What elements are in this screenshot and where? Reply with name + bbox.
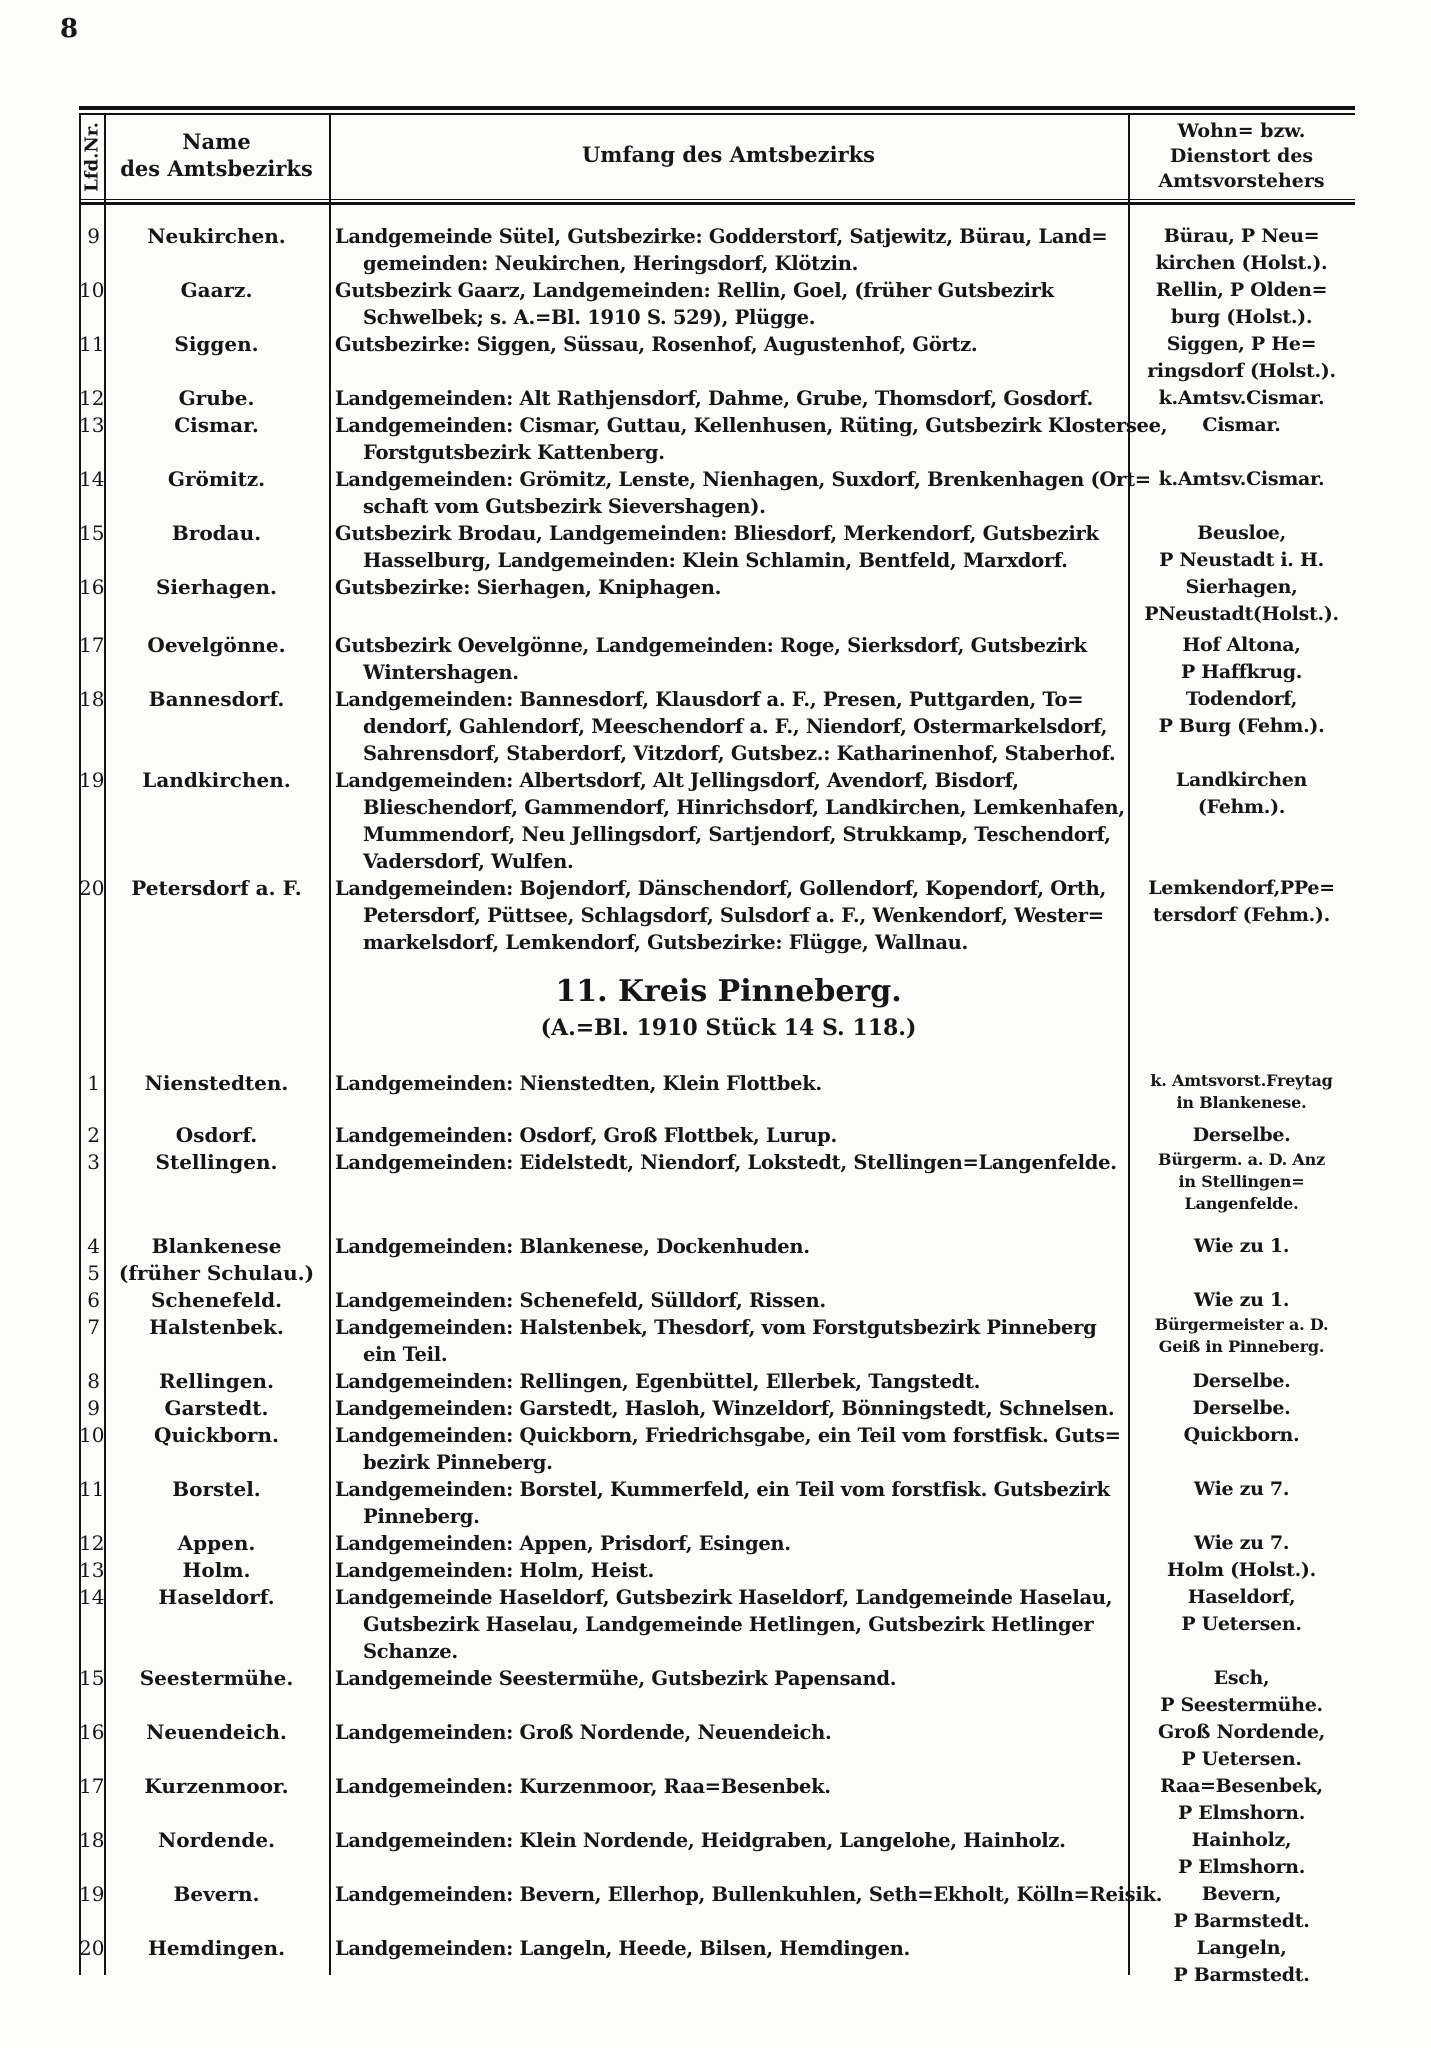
district-name: Nordende. [157,1828,276,1852]
official-residence: Siggen, P He= ringsdorf (Holst.). [1147,333,1336,382]
district-extent: Landgemeinden: Albertsdorf, Alt Jellingsdorf, Avendorf, Bisdorf, Blieschendorf, Gammendorf, Hinrichsdorf, Landkirchen, Lemkenhafen, Mummendorf, Neu Jellingsdorf, Sartjendorf, Strukkamp, Teschendorf, Vadersdorf, Wulfen. [335,769,1125,873]
table-row [79,1287,1355,1314]
table-body [79,205,1355,1989]
table-row [79,1881,1355,1935]
official-residence: k.Amtsv.Cismar. [1158,468,1325,490]
district-extent: Landgemeinden: Bojendorf, Dänschendorf, Gollendorf, Kopendorf, Orth, Petersdorf, Püttsee, Schlagsdorf, Sulsdorf a. F., Wenkendorf, Wester= markelsdorf, Lemkendorf, Gutsbezirke: Flügge, Wallnau. [335,877,1106,954]
col-header-nr [79,115,104,199]
district-extent: Landgemeinden: Holm, Heist. [335,1559,654,1582]
official-residence: Bürgerm. a. D. Anz in Stellingen= Langenfelde. [1158,1150,1325,1213]
table-row [79,1665,1355,1719]
district-extent: Landgemeinden: Bannesdorf, Klausdorf a. F., Presen, Puttgarden, To= dendorf, Gahlendorf, Meeschendorf a. F., Niendorf, Ostermarkelsdorf, Sahrensdorf, Staberdorf, Vitzdorf, Gutsbez.: Katharinenhof, Staberhof. [335,688,1116,765]
row-number: 2 [87,1123,100,1147]
official-residence: Sierhagen, PNeustadt(Holst.). [1144,576,1339,625]
district-name: Bannesdorf. [148,687,285,711]
table-row [79,686,1355,767]
district-name: Osdorf. [175,1123,258,1147]
district-name: Borstel. [172,1477,261,1501]
official-residence: Wie zu 1. [1193,1289,1290,1311]
table-row [79,1233,1355,1287]
official-residence: Derselbe. [1192,1370,1291,1392]
official-residence: Esch, P Seestermühe. [1160,1667,1323,1716]
row-number: 14 [79,1585,105,1609]
row-number: 9 [87,224,100,248]
row-number: 19 [79,1882,105,1906]
row-number: 13 [79,413,105,437]
row-number: 12 [79,1531,105,1555]
official-residence: Langeln, P Barmstedt. [1173,1937,1310,1986]
row-number: 11 [79,1477,105,1501]
row-number: 15 [79,1666,105,1690]
district-name: Halstenbek. [149,1315,284,1339]
official-residence: Bevern, P Barmstedt. [1173,1883,1310,1932]
district-table [79,106,1355,1989]
table-row [79,1584,1355,1665]
row-number: 12 [79,386,105,410]
district-extent: Landgemeinden: Kurzenmoor, Raa=Besenbek. [335,1775,831,1798]
district-extent: Landgemeinden: Groß Nordende, Neuendeich. [335,1721,832,1744]
table-row [79,412,1355,466]
district-extent: Landgemeinden: Blankenese, Dockenhuden. [335,1235,810,1258]
official-residence: Bürau, P Neu= kirchen (Holst.). [1155,225,1328,274]
table-row [79,277,1355,331]
district-extent: Landgemeinde Sütel, Gutsbezirke: Godderstorf, Satjewitz, Bürau, Land= gemeinden: Neukirchen, Heringsdorf, Klötzin. [335,225,1108,275]
district-name: Neukirchen. [147,224,286,248]
district-extent: Landgemeinden: Halstenbek, Thesdorf, vom Forstgutsbezirk Pinneberg ein Teil. [335,1316,1097,1366]
district-name: Petersdorf a. F. [131,876,302,900]
district-extent: Landgemeinden: Garstedt, Hasloh, Winzeldorf, Bönningstedt, Schnelsen. [335,1397,1115,1420]
row-number: 3 [87,1150,100,1174]
district-name: Blankenese (früher Schulau.) [118,1234,315,1285]
district-extent: Landgemeinden: Borstel, Kummerfeld, ein Teil vom forstfisk. Gutsbezirk Pinneberg. [335,1478,1110,1528]
district-name: Hemdingen. [147,1936,286,1960]
table-row [79,1476,1355,1530]
district-name: Neuendeich. [146,1720,287,1744]
district-name: Garstedt. [164,1396,269,1420]
col-header-name: Name des Amtsbezirks [120,129,313,181]
district-name: Grömitz. [167,467,266,491]
district-extent: Landgemeinden: Eidelstedt, Niendorf, Lokstedt, Stellingen=Langenfelde. [335,1151,1117,1174]
row-number: 13 [79,1558,105,1582]
district-name: Brodau. [171,521,262,545]
table-row [79,1070,1355,1114]
district-name: Kurzenmoor. [144,1774,289,1798]
table-row [79,520,1355,574]
row-number: 15 [79,521,105,545]
official-residence: Bürgermeister a. D. Geiß in Pinneberg. [1154,1315,1329,1356]
district-extent: Gutsbezirk Gaarz, Landgemeinden: Rellin, Goel, (früher Gutsbezirk Schwelbek; s. A.=Bl. 1910 S. 529), Plügge. [335,279,1054,329]
district-name: Bevern. [173,1882,260,1906]
district-name: Sierhagen. [155,575,277,599]
row-number: 11 [79,332,105,356]
district-extent: Landgemeinden: Osdorf, Groß Flottbek, Lurup. [335,1124,837,1147]
table-row [79,1314,1355,1368]
table-row [79,1773,1355,1827]
row-number: 20 [79,876,105,900]
table-row [79,331,1355,385]
district-name: Schenefeld. [150,1288,283,1312]
row-number: 7 [87,1315,100,1339]
row-number: 19 [79,768,105,792]
row-number: 18 [79,1828,105,1852]
row-number: 10 [79,1423,105,1447]
official-residence: Lemkendorf,PPe= tersdorf (Fehm.). [1148,877,1335,926]
col-header-umfang: Umfang des Amtsbezirks [581,142,876,167]
page-number: 8 [60,14,79,44]
district-name: Quickborn. [154,1423,279,1447]
row-number: 9 [87,1396,100,1420]
table-row [79,466,1355,520]
district-extent: Landgemeinden: Klein Nordende, Heidgraben, Langelohe, Hainholz. [335,1829,1066,1852]
table-row [79,767,1355,875]
official-residence: Quickborn. [1183,1424,1300,1446]
district-name: Appen. [177,1531,256,1555]
section-heading-subtitle: (A.=Bl. 1910 Stück 14 S. 118.) [540,1015,917,1041]
district-extent: Landgemeinden: Nienstedten, Klein Flottbek. [335,1072,822,1095]
table-row [79,1530,1355,1557]
official-residence: Rellin, P Olden= burg (Holst.). [1155,279,1328,328]
row-number: 20 [79,1936,105,1960]
row-number: 17 [79,633,105,657]
row-number: 1 [87,1071,100,1095]
district-extent: Landgemeinden: Langeln, Heede, Bilsen, Hemdingen. [335,1937,911,1960]
district-name: Haseldorf. [158,1585,275,1609]
official-residence: Todendorf, P Burg (Fehm.). [1158,688,1325,737]
table-row [79,385,1355,412]
row-number: 16 [79,575,105,599]
district-extent: Landgemeinden: Cismar, Guttau, Kellenhusen, Rüting, Gutsbezirk Klostersee, Forstgutsbezirk Kattenberg. [335,414,1168,464]
district-extent: Landgemeinden: Rellingen, Egenbüttel, Ellerbek, Tangstedt. [335,1370,981,1393]
row-number: 14 [79,467,105,491]
section-heading-title: 11. Kreis Pinneberg. [555,974,902,1009]
district-name: Nienstedten. [144,1071,289,1095]
district-name: Seestermühe. [139,1666,294,1690]
section-heading-block [329,972,1128,1044]
district-name: Holm. [182,1558,251,1582]
col-header-wohnort: Wohn= bzw. Dienstort des Amtsvorstehers [1158,120,1325,192]
district-extent: Gutsbezirk Brodau, Landgemeinden: Bliesdorf, Merkendorf, Gutsbezirk Hasselburg, Landgemeinden: Klein Schlamin, Bentfeld, Marxdorf. [335,522,1099,572]
row-number: 17 [79,1774,105,1798]
district-name: Stellingen. [155,1150,278,1174]
official-residence: Hof Altona, P Haffkrug. [1180,634,1303,683]
district-extent: Landgemeinden: Bevern, Ellerhop, Bullenkuhlen, Seth=Ekholt, Kölln=Reisik. [335,1883,1163,1906]
district-name: Cismar. [174,413,259,437]
district-extent: Gutsbezirke: Sierhagen, Kniphagen. [335,576,722,599]
official-residence: Cismar. [1202,414,1281,436]
district-extent: Landgemeinden: Quickborn, Friedrichsgabe, ein Teil vom forstfisk. Guts= bezirk Pinneberg. [335,1424,1121,1474]
table-row [79,1122,1355,1149]
official-residence: Groß Nordende, P Uetersen. [1158,1721,1325,1770]
table-row [79,1368,1355,1395]
official-residence: Beusloe, P Neustadt i. H. [1159,522,1324,571]
district-name: Grube. [178,386,255,410]
official-residence: Hainholz, P Elmshorn. [1177,1829,1306,1878]
district-name: Siggen. [174,332,259,356]
official-residence: Holm (Holst.). [1167,1559,1316,1581]
district-name: Landkirchen. [142,768,291,792]
row-number: 10 [79,278,105,302]
official-residence: Landkirchen (Fehm.). [1175,769,1308,818]
row-number: 6 [87,1288,100,1312]
table-row [79,574,1355,628]
district-extent: Landgemeinde Seestermühe, Gutsbezirk Papensand. [335,1667,897,1690]
district-extent: Landgemeinden: Schenefeld, Sülldorf, Rissen. [335,1289,826,1312]
row-number: 8 [87,1369,100,1393]
official-residence: Derselbe. [1192,1124,1291,1146]
table-row [79,1557,1355,1584]
official-residence: Wie zu 7. [1193,1478,1290,1500]
table-row [79,875,1355,956]
district-extent: Landgemeinden: Grömitz, Lenste, Nienhagen, Suxdorf, Brenkenhagen (Ort= schaft vom Gutsbezirk Sievershagen). [335,468,1151,518]
district-extent: Landgemeinden: Appen, Prisdorf, Esingen. [335,1532,791,1555]
district-name: Rellingen. [159,1369,274,1393]
table-row [79,1827,1355,1881]
district-extent: Landgemeinde Haseldorf, Gutsbezirk Haseldorf, Landgemeinde Haselau, Gutsbezirk Haselau, Landgemeinde Hetlingen, Gutsbezirk Hetlinger Schanze. [335,1586,1113,1663]
district-name: Gaarz. [180,278,253,302]
district-extent: Landgemeinden: Alt Rathjensdorf, Dahme, Grube, Thomsdorf, Gosdorf. [335,387,1093,410]
table-row [79,1935,1355,1989]
official-residence: k.Amtsv.Cismar. [1158,387,1325,409]
table-row [79,1149,1355,1215]
row-number: 18 [79,687,105,711]
col-header-nr-label: Lfd.Nr. [81,122,102,192]
official-residence: k. Amtsvorst.Freytag in Blankenese. [1150,1071,1333,1112]
table-row [79,632,1355,686]
table-row [79,1719,1355,1773]
table-row [79,223,1355,277]
official-residence: Derselbe. [1192,1397,1291,1419]
table-header [79,115,1355,199]
official-residence: Wie zu 7. [1193,1532,1290,1554]
district-extent: Gutsbezirke: Siggen, Süssau, Rosenhof, Augustenhof, Görtz. [335,333,978,356]
official-residence: Haseldorf, P Uetersen. [1181,1586,1302,1635]
district-extent: Gutsbezirk Oevelgönne, Landgemeinden: Roge, Sierksdorf, Gutsbezirk Wintershagen. [335,634,1087,684]
table-row [79,1395,1355,1422]
table-row [79,1422,1355,1476]
official-residence: Raa=Besenbek, P Elmshorn. [1160,1775,1323,1824]
official-residence: Wie zu 1. [1193,1235,1290,1257]
row-number: 4 5 [87,1234,100,1285]
row-number: 16 [79,1720,105,1744]
district-name: Oevelgönne. [147,633,286,657]
